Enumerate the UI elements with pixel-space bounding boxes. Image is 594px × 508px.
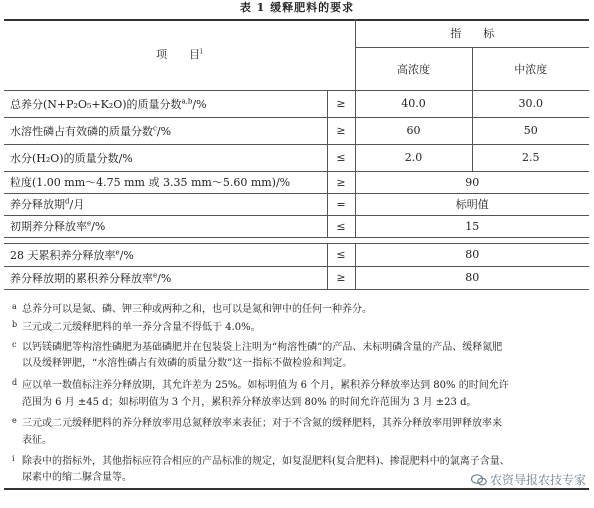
row-value-mid: 2.5 bbox=[472, 144, 589, 171]
note-item: 尿素中的缩二脲含量等。 bbox=[22, 472, 132, 483]
row-value-mid: 30.0 bbox=[472, 90, 589, 117]
row-value: 90 bbox=[355, 171, 589, 193]
table-title: 表 1 缓释肥料的要求 bbox=[239, 1, 355, 14]
row-value-high: 40.0 bbox=[355, 90, 472, 117]
watermark: 农资导报农技专家 bbox=[471, 471, 586, 488]
row-operator: ≤ bbox=[327, 215, 355, 237]
row-value: 标明值 bbox=[355, 193, 589, 215]
note-item: c 以钙镁磷肥等构溶性磷肥为基础磷肥并在包装袋上注明为“枸溶性磷”的产品、未标明磷含量的产品、缓释氮肥 bbox=[12, 340, 503, 353]
row-value: 80 bbox=[355, 243, 589, 266]
note-item: e 三元或二元缓释肥料的养分释放率用总氮释放率来表征；对于不含氮的缓释肥料，其养分释放率用钾释放率来 bbox=[12, 416, 502, 429]
row-operator: ≥ bbox=[327, 90, 355, 117]
note-item: a 总养分可以是氮、磷、钾三种或两种之和，也可以是氮和钾中的任何一种养分。 bbox=[12, 302, 372, 315]
table-row bbox=[4, 171, 589, 193]
note-item: 表征。 bbox=[22, 435, 52, 446]
table-row bbox=[4, 266, 589, 289]
row-operator: ≥ bbox=[327, 266, 355, 289]
table-row bbox=[4, 144, 589, 171]
row-value-high: 2.0 bbox=[355, 144, 472, 171]
row-label: 水分(H₂O)的质量分数/% bbox=[4, 144, 327, 171]
row-label: 28 天累积养分释放率$^e$/% bbox=[4, 243, 327, 266]
row-value-high: 60 bbox=[355, 117, 472, 144]
note-item: i 除表中的指标外，其他指标应符合相应的产品标准的规定，如复混肥料(复合肥料)、掺混肥料中的氯离子含量、 bbox=[12, 454, 510, 467]
table-row bbox=[4, 90, 589, 117]
header-indicator: 指 标 bbox=[355, 19, 589, 47]
row-label: 初期养分释放率$^e$/% bbox=[4, 215, 327, 237]
row-operator: = bbox=[327, 193, 355, 215]
table-row bbox=[4, 215, 589, 237]
header-mid-concentration: 中浓度 bbox=[472, 47, 589, 90]
table-row bbox=[4, 193, 589, 215]
row-label: 养分释放期$^d$/月 bbox=[4, 193, 327, 215]
row-label: 养分释放期的累积养分释放率$^e$/% bbox=[4, 266, 327, 289]
row-label: 总养分(N+P₂O₅+K₂O)的质量分数$^{a,b}$/% bbox=[4, 90, 327, 117]
chat-bubble-icon bbox=[471, 474, 487, 486]
row-operator: ≤ bbox=[327, 243, 355, 266]
row-label: 水溶性磷占有效磷的质量分数$^c$/% bbox=[4, 117, 327, 144]
note-item: 以及缓释钾肥，“水溶性磷占有效磷的质量分数”这一指标不做检验和判定。 bbox=[22, 358, 353, 369]
header-item: 项 目$^i$ bbox=[4, 19, 355, 90]
row-operator: ≤ bbox=[327, 144, 355, 171]
row-value: 15 bbox=[355, 215, 589, 237]
note-item: b 三元或二元缓释肥料的单一养分含量不得低于 4.0%。 bbox=[12, 320, 261, 333]
table-row bbox=[4, 243, 589, 266]
row-value-mid: 50 bbox=[472, 117, 589, 144]
row-value: 80 bbox=[355, 266, 589, 289]
note-item: 范围为 6 月 ±45 d；如标明值为 3 个月，累积养分释放率达到 80% 的时间允许范围为 3 月 ±23 d。 bbox=[22, 397, 477, 408]
row-label: 粒度(1.00 mm～4.75 mm 或 3.35 mm～5.60 mm)/% bbox=[4, 171, 327, 193]
row-operator: ≥ bbox=[327, 117, 355, 144]
row-operator: ≥ bbox=[327, 171, 355, 193]
table-row bbox=[4, 117, 589, 144]
header-high-concentration: 高浓度 bbox=[355, 47, 472, 90]
table-notes bbox=[4, 298, 589, 486]
note-item: d 应以单一数值标注养分释放期，其允许差为 25%。如标明值为 6 个月，累积养分释放率达到 80% 的时间允许 bbox=[12, 378, 509, 391]
requirements-table bbox=[4, 19, 589, 290]
